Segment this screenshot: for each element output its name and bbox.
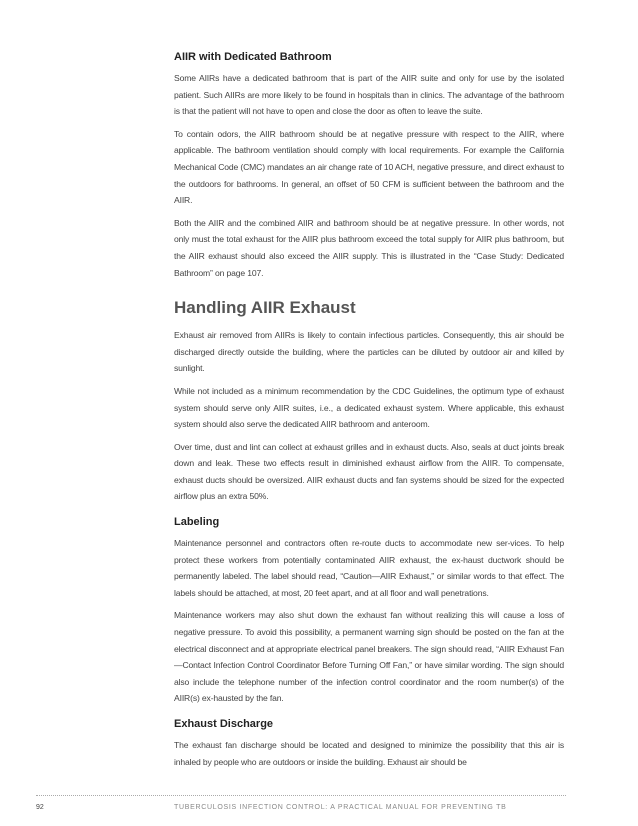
paragraph: Maintenance workers may also shut down the exhaust fan without realizing this will cause a loss of negative pressure. To avoid this possibility, a permanent warning sign should be posted on the fan at the electrical disconnect and at appropriate electrical panel breakers. The sign should read, “AIIR Exhaust Fan—Contact Infection Control Coordinator Before Turning Off Fan,” or have similar wording. The sign should also include the telephone number of the infection control coordinator and the room number(s) of the AIIR(s) ex-hausted by the fan. <box>174 610 564 704</box>
paragraph: The exhaust fan discharge should be located and designed to minimize the possibility that this air is inhaled by people who are outdoors or inside the building. Exhaust air should be <box>174 740 564 767</box>
section-heading-handling-exhaust: Handling AIIR Exhaust <box>174 298 356 318</box>
paragraph: Over time, dust and lint can collect at exhaust grilles and in exhaust ducts. Also, seals at duct joints break down and leak. These two effects result in diminished exhaust airflow from the AIIR. To compensate, exhaust ducts should be oversized. AIIR exhaust ducts and fan systems should be sized for the expected airflow plus an extra 50%. <box>174 441 564 502</box>
page-number: 92 <box>36 804 44 811</box>
paragraph: Both the AIIR and the combined AIIR and bathroom should be at negative pressure. In other words, not only must the total exhaust for the AIIR plus bathroom exceed the total supply for AIIR plus bathroom, but the AIIR exhaust should also exceed the AIIR supply. This is illustrated in the “Case Study: Dedicated Bathroom” on page 107. <box>174 217 564 278</box>
section-heading-labeling: Labeling <box>174 516 220 529</box>
paragraph: While not included as a minimum recommendation by the CDC Guidelines, the optimum type of exhaust system should serve only AIIR suites, i.e., a dedicated exhaust system. Where applicable, this exhaust system should also serve the dedicated AIIR bathroom and anteroom. <box>174 385 564 430</box>
section-heading-dedicated-bathroom: AIIR with Dedicated Bathroom <box>174 51 332 63</box>
page-body <box>174 50 564 776</box>
running-title: TUBERCULOSIS INFECTION CONTROL: A PRACTICAL MANUAL FOR PREVENTING TB <box>174 804 507 811</box>
paragraph: To contain odors, the AIIR bathroom should be at negative pressure with respect to the AIIR, where applicable. The bathroom ventilation should comply with local requirements. For example the California Mechanical Code (CMC) mandates an air change rate of 10 ACH, negative pressure, and direct exhaust to the outdoors for bathrooms. In general, an offset of 50 CFM is sufficient between the bathroom and the AIIR. <box>174 128 564 206</box>
paragraph: Exhaust air removed from AIIRs is likely to contain infectious particles. Consequently, this air should be discharged directly outside the building, where the particles can be diluted by outdoor air and killed by sunlight. <box>174 330 564 374</box>
paragraph: Maintenance personnel and contractors often re-route ducts to accommodate new ser-vices. To help protect these workers from potentially contaminated AIIR exhaust, the ex-haust ductwork should be permanently labeled. The label should read, “Caution—AIIR Exhaust,” or similar words to that effect. The labels should be attached, at most, 20 feet apart, and at all floor and wall penetrations. <box>174 538 564 598</box>
section-heading-exhaust-discharge: Exhaust Discharge <box>174 718 274 730</box>
paragraph: Some AIIRs have a dedicated bathroom that is part of the AIIR suite and only for use by the isolated patient. Such AIIRs are more likely to be found in hospitals than in clinics. The advantage of the bathroom is that the patient will not have to open and close the door as often to leave the suite. <box>174 73 564 117</box>
page-footer <box>36 795 566 811</box>
